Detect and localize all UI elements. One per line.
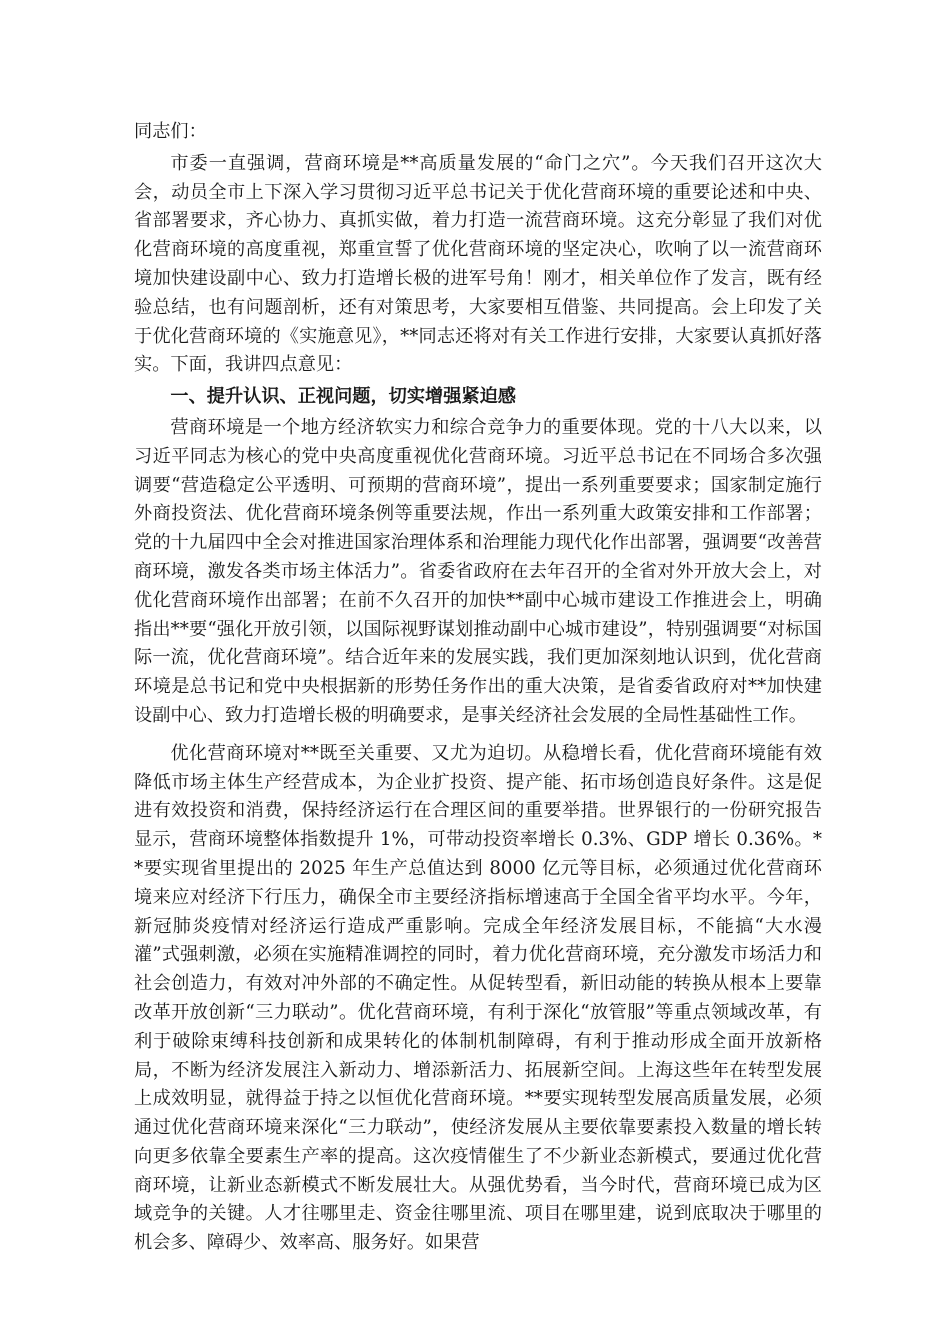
document-body xyxy=(134,118,822,1258)
paragraph-urgency: 优化营商环境对**既至关重要、又尤为迫切。从稳增长看，优化营商环境能有效降低市场主体生产经营成本，为企业扩投资、提产能、拓市场创造良好条件。这是促进有效投资和消费，保持经济运行在合理区间的重要举措。世界银行的一份研究报告显示，营商环境整体指数提升 1%，可带动投资率增长 0.3%、GDP 增长 0.36%。**要实现省里提出的 2025 年生产总值达到 8000 亿元等目标，必须通过优化营商环境来应对经济下行压力，确保全市主要经济指标增速高于全国全省平均水平。今年，新冠肺炎疫情对经济运行造成严重影响。完成全年经济发展目标，不能搞“大水漫灌”式强刺激，必须在实施精准调控的同时，着力优化营商环境，充分激发市场活力和社会创造力，有效对冲外部的不确定性。从促转型看，新旧动能的转换从根本上要靠改革开放创新“三力联动”。优化营商环境，有利于深化“放管服”等重点领域改革，有利于破除束缚科技创新和成果转化的体制机制障碍，有利于推动形成全面开放新格局，不断为经济发展注入新动力、增添新活力、拓展新空间。上海这些年在转型发展上成效明显，就得益于持之以恒优化营商环境。**要实现转型发展高质量发展，必须通过优化营商环境来深化“三力联动”，使经济发展从主要依靠要素投入数量的增长转向更多依靠全要素生产率的提高。这次疫情催生了不少新业态新模式，要通过优化营商环境，让新业态新模式不断发展壮大。从强优势看，当今时代，营商环境已成为区域竞争的关键。人才往哪里走、资金往哪里流、项目在哪里建，说到底取决于哪里的机会多、障碍少、效率高、服务好。如果营 xyxy=(134,742,822,1254)
section-heading: 一、提升认识、正视问题，切实增强紧迫感 xyxy=(170,386,516,408)
paragraph-intro: 市委一直强调，营商环境是**高质量发展的“命门之穴”。今天我们召开这次大会，动员全市上下深入学习贯彻习近平总书记关于优化营商环境的重要论述和中央、省部署要求，齐心协力、真抓实做，着力打造一流营商环境。这充分彰显了我们对优化营商环境的高度重视，郑重宣誓了优化营商环境的坚定决心，吹响了以一流营商环境加快建设副中心、致力打造增长极的进军号角！刚才，相关单位作了发言，既有经验总结，也有问题剖析，还有对策思考，大家要相互借鉴、共同提高。会上印发了关于优化营商环境的《实施意见》，**同志还将对有关工作进行安排，大家要认真抓好落实。下面，我讲四点意见： xyxy=(134,152,822,376)
paragraph-importance: 营商环境是一个地方经济软实力和综合竞争力的重要体现。党的十八大以来，以习近平同志为核心的党中央高度重视优化营商环境。习近平总书记在不同场合多次强调要“营造稳定公平透明、可预期的营商环境”，提出一系列重要要求；国家制定施行外商投资法、优化营商环境条例等重要法规，作出一系列重大政策安排和工作部署；党的十九届四中全会对推进国家治理体系和治理能力现代化作出部署，强调要“改善营商环境，激发各类市场主体活力”。省委省政府在去年召开的全省对外开放大会上，对优化营商环境作出部署；在前不久召开的加快**副中心城市建设工作推进会上，明确指出**要“强化开放引领，以国际视野谋划推动副中心城市建设”，特别强调要“对标国际一流，优化营商环境”。结合近年来的发展实践，我们更加深刻地认识到，优化营商环境是总书记和党中央根据新的形势任务作出的重大决策，是省委省政府对**加快建设副中心、致力打造增长极的明确要求，是事关经济社会发展的全局性基础性工作。 xyxy=(134,416,822,726)
greeting: 同志们： xyxy=(134,121,207,142)
